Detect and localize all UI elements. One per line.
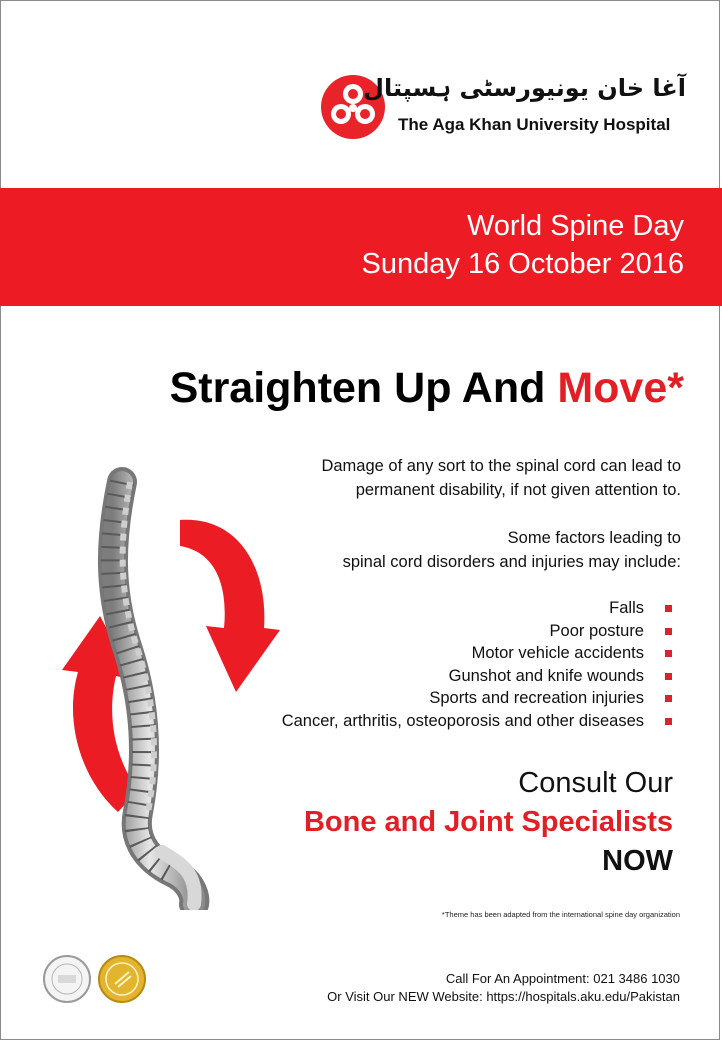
theme-footnote: *Theme has been adapted from the international spine day organization xyxy=(441,910,680,919)
intro-paragraph xyxy=(321,454,681,502)
event-date: Sunday 16 October 2016 xyxy=(361,248,684,280)
intro-line-1: Damage of any sort to the spinal cord can lead to xyxy=(321,457,681,475)
headline xyxy=(0,364,684,413)
consult-line: Consult Our xyxy=(518,767,673,799)
right-arrow-icon xyxy=(180,520,280,692)
factors-intro-line-1: Some factors leading to xyxy=(507,529,681,547)
now-line: NOW xyxy=(602,845,673,877)
factors-intro-line-2: spinal cord disorders and injuries may include: xyxy=(342,553,681,571)
appointment-phone: Call For An Appointment: 021 3486 1030 xyxy=(445,971,680,986)
event-banner xyxy=(0,188,722,306)
list-item: Sports and recreation injuries xyxy=(282,687,672,710)
headline-accent: Move* xyxy=(557,364,684,412)
jci-accreditation-seal-icon xyxy=(97,954,147,1004)
bullet-icon xyxy=(665,605,672,612)
factors-list xyxy=(282,597,672,733)
bullet-icon xyxy=(665,718,672,725)
list-item: Cancer, arthritis, osteoporosis and other diseases xyxy=(282,710,672,733)
bullet-icon xyxy=(665,628,672,635)
intro-line-2: permanent disability, if not given attention to. xyxy=(355,481,681,499)
list-item: Gunshot and knife wounds xyxy=(282,665,672,688)
bullet-icon xyxy=(665,695,672,702)
spine-illustration xyxy=(30,460,320,910)
bullet-icon xyxy=(665,650,672,657)
event-title: World Spine Day xyxy=(466,210,684,242)
list-item: Poor posture xyxy=(282,620,672,643)
bullet-icon xyxy=(665,673,672,680)
factors-intro-paragraph xyxy=(343,526,681,574)
headline-main: Straighten Up And xyxy=(169,364,558,412)
logo-urdu-text: آغا خان یونیورسٹی ہسپتال xyxy=(363,74,686,102)
list-item: Motor vehicle accidents xyxy=(282,642,672,665)
website-link[interactable]: Or Visit Our NEW Website: https://hospitals.aku.edu/Pakistan xyxy=(327,989,680,1004)
iso-certification-seal-icon xyxy=(42,954,92,1004)
specialists-line: Bone and Joint Specialists xyxy=(303,806,673,838)
logo-hospital-name: The Aga Khan University Hospital xyxy=(398,115,671,134)
list-item: Falls xyxy=(282,597,672,620)
